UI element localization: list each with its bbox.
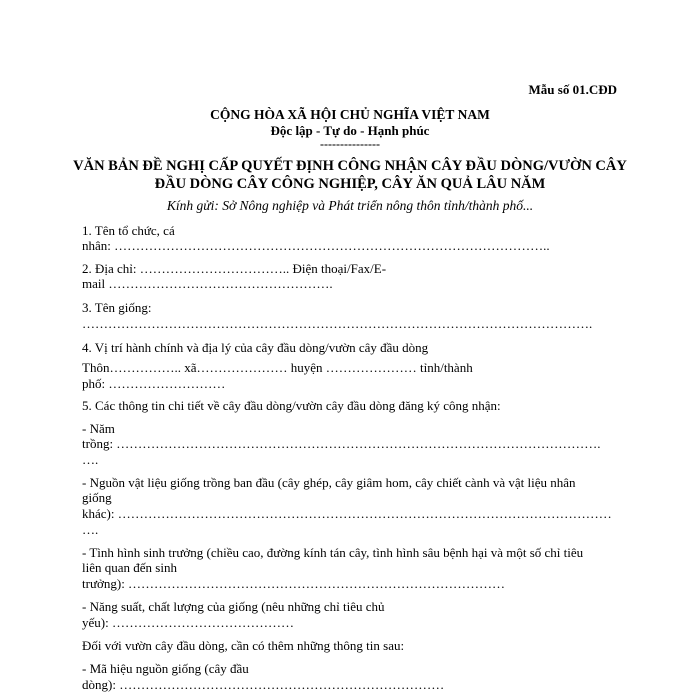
field-address-label: 2. Địa chỉ: …………………………….. Điện thoại/Fax/E- [82,261,387,276]
field-yield-blank: yếu): …………………………………… [82,615,294,630]
national-motto: Độc lập - Tự do - Hạnh phúc [270,123,430,138]
form-number: Mẫu số 01.CĐD [528,82,617,97]
field-location-village: Thôn…………….. xã………………… huyện ………………… tỉnh/thành [82,360,473,375]
header-divider: --------------- [320,137,380,151]
field-garden-intro: Đối với vườn cây đầu dòng, cần có thêm những thông tin sau: [82,638,405,653]
field-year-label: - Năm [82,421,115,436]
document-title [60,157,640,193]
field-growth-label: - Tình hình sinh trưởng (chiều cao, đường kính tán cây, tình hình sâu bệnh hại và một số chỉ tiêu [82,545,584,560]
field-details-intro: 5. Các thông tin chi tiết về cây đầu dòng/vườn cây đầu dòng đăng ký công nhận: [82,398,501,413]
field-year-blank-end: …. [82,452,99,467]
field-org-name-blank: nhân: ……………………………………………………………………………………….. [82,238,550,253]
title-line-2: ĐẦU DÒNG CÂY CÔNG NGHIỆP, CÂY ĂN QUẢ LÂU NĂM [154,176,546,192]
field-source-label: - Nguồn vật liệu giống trồng ban đầu (cây ghép, cây giâm hom, cây chiết cành và vật liệu nhân [82,475,576,490]
field-location-city: phố: ……………………… [82,376,226,391]
field-source-blank-end: …. [82,522,99,537]
field-code-blank: dòng): ………………………………………………………………… [82,677,445,692]
field-variety-label: 3. Tên giống: [82,300,152,315]
field-location-label: 4. Vị trí hành chính và địa lý của cây đầu dòng/vườn cây đầu dòng [82,340,429,355]
title-line-1: VĂN BẢN ĐỀ NGHỊ CẤP QUYẾT ĐỊNH CÔNG NHẬN CÂY ĐẦU DÒNG/VƯỜN CÂY [73,158,627,174]
field-source-label-cont: giống [82,490,112,505]
field-year-blank: trồng: …………………………………………………………………………………………………. [82,436,601,451]
field-org-name-label: 1. Tên tổ chức, cá [82,223,175,238]
field-yield-label: - Năng suất, chất lượng của giống (nêu những chỉ tiêu chủ [82,599,385,614]
field-variety-blank: ………………………………………………………………………………………………………. [82,316,593,331]
addressee: Kính gửi: Sở Nông nghiệp và Phát triển nông thôn tỉnh/thành phố... [166,198,534,213]
country-name: CỘNG HÒA XÃ HỘI CHỦ NGHĨA VIỆT NAM [210,107,490,122]
field-source-blank: khác): …………………………………………………………………………………………………… [82,506,612,521]
field-email-blank: mail ……………………………………………. [82,276,333,291]
field-growth-label-cont: liên quan đến sinh [82,560,177,575]
field-code-label: - Mã hiệu nguồn giống (cây đầu [82,661,249,676]
field-growth-blank: trưởng): …………………………………………………………………………… [82,576,506,591]
